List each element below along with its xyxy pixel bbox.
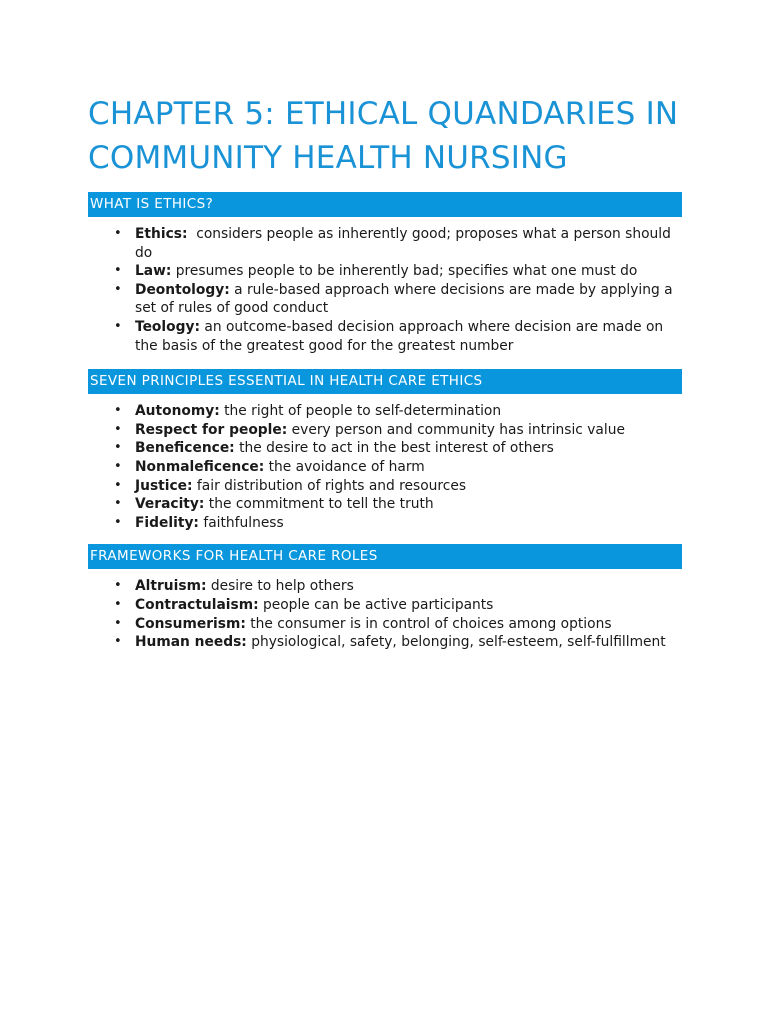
- item-term: Autonomy:: [135, 403, 220, 420]
- list-item: [88, 281, 682, 318]
- bullet-icon: •: [114, 263, 122, 279]
- bullet-icon: •: [114, 318, 122, 334]
- item-term: Altruism:: [135, 578, 207, 595]
- bullet-list: [88, 577, 682, 651]
- bullet-icon: •: [114, 596, 122, 612]
- item-term: Nonmaleficence:: [135, 458, 265, 475]
- item-text: considers people as inherently good; proposes what a person should do: [135, 226, 676, 261]
- bullet-icon: •: [114, 496, 122, 512]
- bullet-icon: •: [114, 458, 122, 474]
- list-item: [88, 633, 682, 652]
- item-text: every person and community has intrinsic value: [287, 421, 625, 438]
- item-text: the consumer is in control of choices among options: [245, 615, 612, 632]
- bullet-icon: •: [114, 615, 122, 631]
- section-heading: WHAT IS ETHICS?: [88, 192, 682, 217]
- item-text: the avoidance of harm: [264, 458, 425, 475]
- bullet-icon: •: [114, 403, 122, 419]
- list-item: [88, 458, 682, 477]
- section-heading: FRAMEWORKS FOR HEALTH CARE ROLES: [88, 544, 682, 569]
- bullet-icon: •: [114, 226, 122, 241]
- list-item: [88, 262, 682, 281]
- section-what-is-ethics: [88, 192, 682, 355]
- list-item: [88, 577, 682, 596]
- list-item: [88, 439, 682, 458]
- list-item: [88, 596, 682, 615]
- list-item: [88, 477, 682, 496]
- list-item: [88, 495, 682, 514]
- page-title: CHAPTER 5: ETHICAL QUANDARIES IN COMMUNITY HEALTH NURSING: [88, 96, 679, 176]
- list-item: [88, 615, 682, 634]
- section-frameworks: [88, 544, 682, 651]
- item-text: an outcome-based decision approach where decision are made on the basis of the greatest good for the greatest number: [135, 318, 668, 354]
- list-item: [88, 318, 682, 355]
- bullet-icon: •: [114, 578, 122, 594]
- item-text: desire to help others: [206, 578, 354, 595]
- bullet-list: [88, 225, 682, 355]
- item-term: Law:: [135, 263, 172, 280]
- item-term: Fidelity:: [135, 514, 199, 531]
- list-item: [88, 514, 682, 533]
- bullet-icon: •: [114, 421, 122, 437]
- item-text: presumes people to be inherently bad; specifies what one must do: [171, 263, 638, 280]
- bullet-icon: •: [114, 281, 122, 297]
- item-term: Veracity:: [135, 496, 205, 513]
- section-seven-principles: [88, 369, 682, 532]
- item-term: Human needs:: [135, 634, 247, 651]
- item-term: Justice:: [135, 477, 193, 494]
- list-item: [88, 225, 682, 262]
- item-term: Deontology:: [135, 281, 230, 298]
- item-term: Contractulaism:: [135, 596, 259, 613]
- section-heading: SEVEN PRINCIPLES ESSENTIAL IN HEALTH CARE ETHICS: [88, 369, 682, 394]
- item-text: people can be active participants: [258, 596, 494, 613]
- item-term: Ethics:: [135, 226, 188, 242]
- item-text: physiological, safety, belonging, self-esteem, self-fulfillment: [246, 634, 666, 651]
- list-item: [88, 421, 682, 440]
- bullet-icon: •: [114, 477, 122, 493]
- item-text: the right of people to self-determination: [219, 403, 502, 420]
- bullet-list: [88, 402, 682, 532]
- item-text: the desire to act in the best interest of others: [234, 440, 554, 457]
- bullet-icon: •: [114, 514, 122, 530]
- item-term: Consumerism:: [135, 615, 246, 632]
- bullet-icon: •: [114, 440, 122, 456]
- item-text: the commitment to tell the truth: [204, 496, 434, 513]
- item-term: Respect for people:: [135, 421, 288, 438]
- bullet-icon: •: [114, 634, 122, 650]
- item-term: Beneficence:: [135, 440, 235, 457]
- item-text: a rule-based approach where decisions are made by applying a set of rules of good conduct: [135, 281, 677, 317]
- list-item: [88, 402, 682, 421]
- document-page: [88, 92, 682, 652]
- item-term: Teology:: [135, 318, 201, 335]
- item-text: fair distribution of rights and resources: [192, 477, 467, 494]
- item-text: faithfulness: [198, 514, 284, 531]
